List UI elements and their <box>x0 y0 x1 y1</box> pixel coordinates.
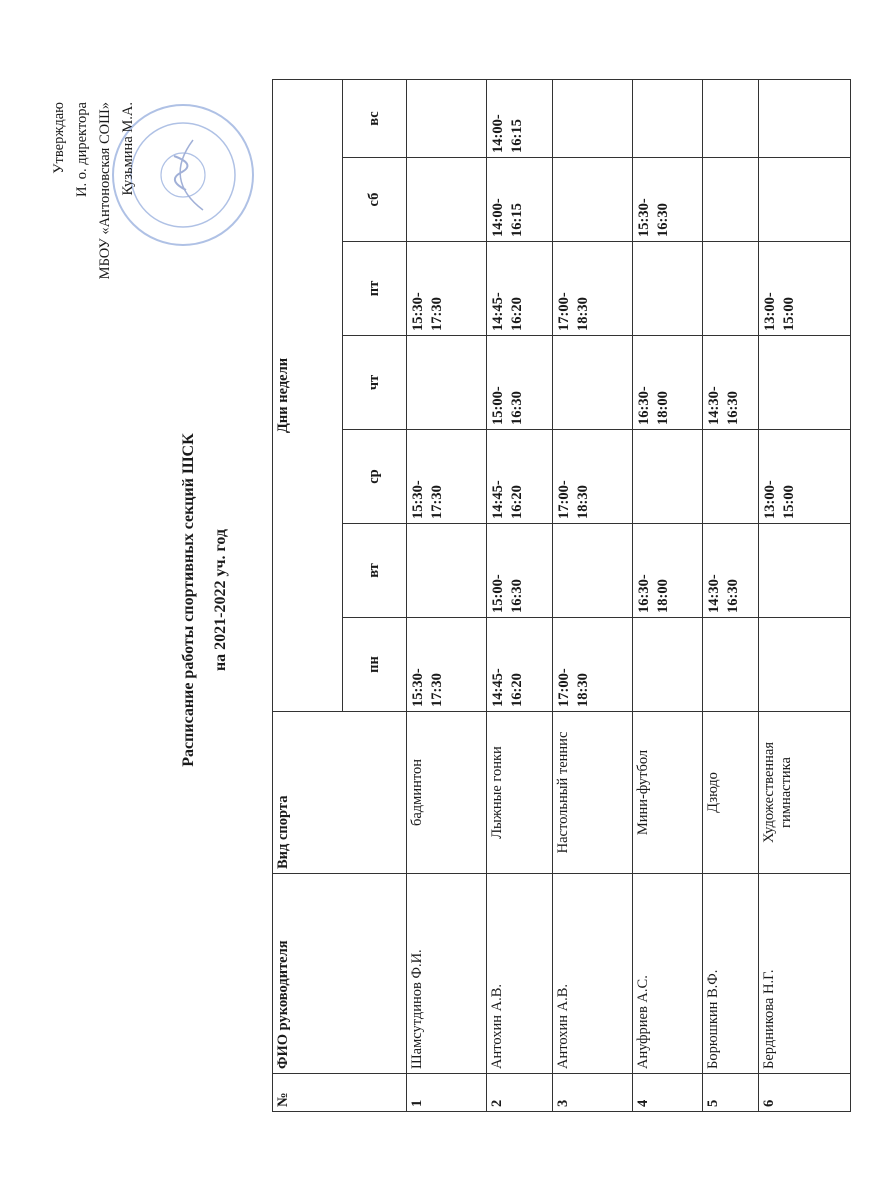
row-number: 3 <box>553 1074 633 1112</box>
leader-name: Антохин А.В. <box>553 874 633 1074</box>
time-cell-чт: 15:00- 16:30 <box>487 336 553 430</box>
time-cell-пт <box>703 242 759 336</box>
approval-signature-line: Кузьмина М.А. <box>120 102 136 196</box>
time-cell-сб <box>703 158 759 242</box>
time-cell-пн: 15:30- 17:30 <box>407 618 487 712</box>
header-day-сб: сб <box>343 158 407 242</box>
row-number: 1 <box>407 1074 487 1112</box>
header-day-чт: чт <box>343 336 407 430</box>
header-num: № <box>273 1074 407 1112</box>
schedule-table <box>272 79 851 1112</box>
table-row <box>633 80 703 1112</box>
time-cell-вс <box>759 80 851 158</box>
header-day-ср: ср <box>343 430 407 524</box>
leader-name: Ануфриев А.С. <box>633 874 703 1074</box>
leader-name: Бердникова Н.Г. <box>759 874 851 1074</box>
time-cell-вт: 15:00- 16:30 <box>487 524 553 618</box>
row-number: 6 <box>759 1074 851 1112</box>
time-cell-вс <box>703 80 759 158</box>
time-cell-пт: 13:00- 15:00 <box>759 242 851 336</box>
document-subtitle: на 2021-2022 уч. год <box>212 528 229 672</box>
time-cell-пн <box>633 618 703 712</box>
time-cell-вт <box>553 524 633 618</box>
table-row <box>553 80 633 1112</box>
time-cell-ср: 17:00- 18:30 <box>553 430 633 524</box>
sport-name: Настольный теннис <box>553 712 633 874</box>
time-cell-сб <box>759 158 851 242</box>
time-cell-вт: 14:30- 16:30 <box>703 524 759 618</box>
time-cell-пн <box>759 618 851 712</box>
time-cell-пн: 17:00- 18:30 <box>553 618 633 712</box>
header-day-вс: вс <box>343 80 407 158</box>
time-cell-сб: 15:30- 16:30 <box>633 158 703 242</box>
time-cell-чт <box>407 336 487 430</box>
approval-line: МБОУ «Антоновская СОШ» <box>97 102 113 280</box>
time-cell-чт: 16:30- 18:00 <box>633 336 703 430</box>
header-day-вт: вт <box>343 524 407 618</box>
time-cell-пт <box>633 242 703 336</box>
approval-line: И. о. директора <box>74 102 90 197</box>
header-name: ФИО руководителя <box>273 874 407 1074</box>
time-cell-пн <box>703 618 759 712</box>
sport-name: Художественная гимнастика <box>759 712 851 874</box>
time-cell-вс <box>553 80 633 158</box>
table-row <box>407 80 487 1112</box>
time-cell-вт <box>759 524 851 618</box>
time-cell-сб: 14:00- 16:15 <box>487 158 553 242</box>
table-row <box>759 80 851 1112</box>
time-cell-ср <box>703 430 759 524</box>
time-cell-пт: 14:45- 16:20 <box>487 242 553 336</box>
time-cell-чт <box>553 336 633 430</box>
time-cell-ср: 14:45- 16:20 <box>487 430 553 524</box>
leader-name: Шамсутдинов Ф.И. <box>407 874 487 1074</box>
leader-name: Антохин А.В. <box>487 874 553 1074</box>
time-cell-пт: 17:00- 18:30 <box>553 242 633 336</box>
row-number: 2 <box>487 1074 553 1112</box>
sport-name: бадминтон <box>407 712 487 874</box>
time-cell-вс <box>633 80 703 158</box>
time-cell-сб <box>553 158 633 242</box>
time-cell-вт: 16:30- 18:00 <box>633 524 703 618</box>
row-number: 5 <box>703 1074 759 1112</box>
time-cell-ср <box>633 430 703 524</box>
approval-line: Утверждаю <box>51 102 67 174</box>
table-row <box>703 80 759 1112</box>
approval-block <box>48 102 140 302</box>
header-day-пн: пн <box>343 618 407 712</box>
time-cell-ср: 15:30- 17:30 <box>407 430 487 524</box>
sport-name: Лыжные гонки <box>487 712 553 874</box>
row-number: 4 <box>633 1074 703 1112</box>
leader-name: Борюшкин В.Ф. <box>703 874 759 1074</box>
header-days-group: Дни недели <box>273 80 343 712</box>
time-cell-пт: 15:30- 17:30 <box>407 242 487 336</box>
header-day-пт: пт <box>343 242 407 336</box>
document-title: Расписание работы спортивных секций ШСК <box>180 433 197 767</box>
header-sport: Вид спорта <box>273 712 407 874</box>
time-cell-чт <box>759 336 851 430</box>
sport-name: Дзюдо <box>703 712 759 874</box>
table-row <box>487 80 553 1112</box>
time-cell-ср: 13:00- 15:00 <box>759 430 851 524</box>
time-cell-вт <box>407 524 487 618</box>
time-cell-чт: 14:30- 16:30 <box>703 336 759 430</box>
sport-name: Мини-футбол <box>633 712 703 874</box>
time-cell-вс: 14:00- 16:15 <box>487 80 553 158</box>
time-cell-вс <box>407 80 487 158</box>
time-cell-пн: 14:45- 16:20 <box>487 618 553 712</box>
time-cell-сб <box>407 158 487 242</box>
